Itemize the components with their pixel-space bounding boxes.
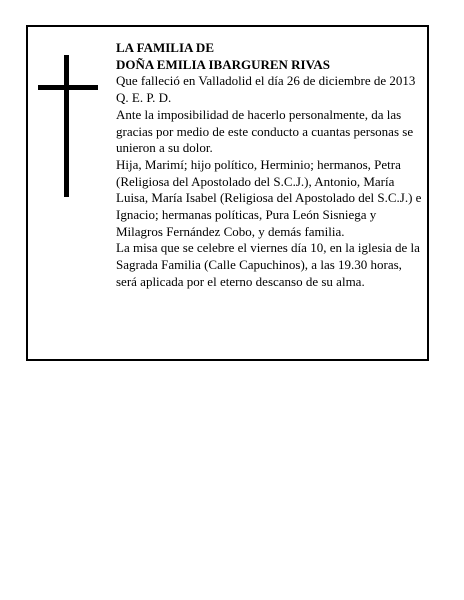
death-statement: Que falleció en Valladolid el día 26 de diciembre de 2013 [116,73,416,89]
qepd: Q. E. P. D. [116,90,172,106]
cross-horizontal-bar [38,85,98,90]
mass-paragraph: La misa que se celebre el viernes día 10, en la iglesia de la Sagrada Familia (Calle Capuchinos), a las 19.30 horas, será aplicada por el eterno descanso de su alma. [116,240,420,289]
gratitude-paragraph: Ante la imposibilidad de hacerlo personalmente, da las gracias por medio de este conducto a cuantas personas se unieron a su dolor. [116,106,414,156]
obituary-notice [26,25,429,361]
latin-cross-icon [38,55,98,197]
heading-family: LA FAMILIA DE [116,40,214,55]
cross-vertical-bar [64,55,69,197]
heading-deceased-name: DOÑA EMILIA IBARGUREN RIVAS [116,56,330,72]
notice-text [116,40,424,291]
family-paragraph: Hija, Marimí; hijo político, Herminio; hermanos, Petra (Religiosa del Apostolado del S.C.J.), Antonio, María Luisa, María Isabel (Religiosa del Apostolado del S.C.J.) e Ignacio; hermanas políticas, Pura León Sisniega y Milagros Fernández Cobo, y demás familia. [116,156,422,239]
